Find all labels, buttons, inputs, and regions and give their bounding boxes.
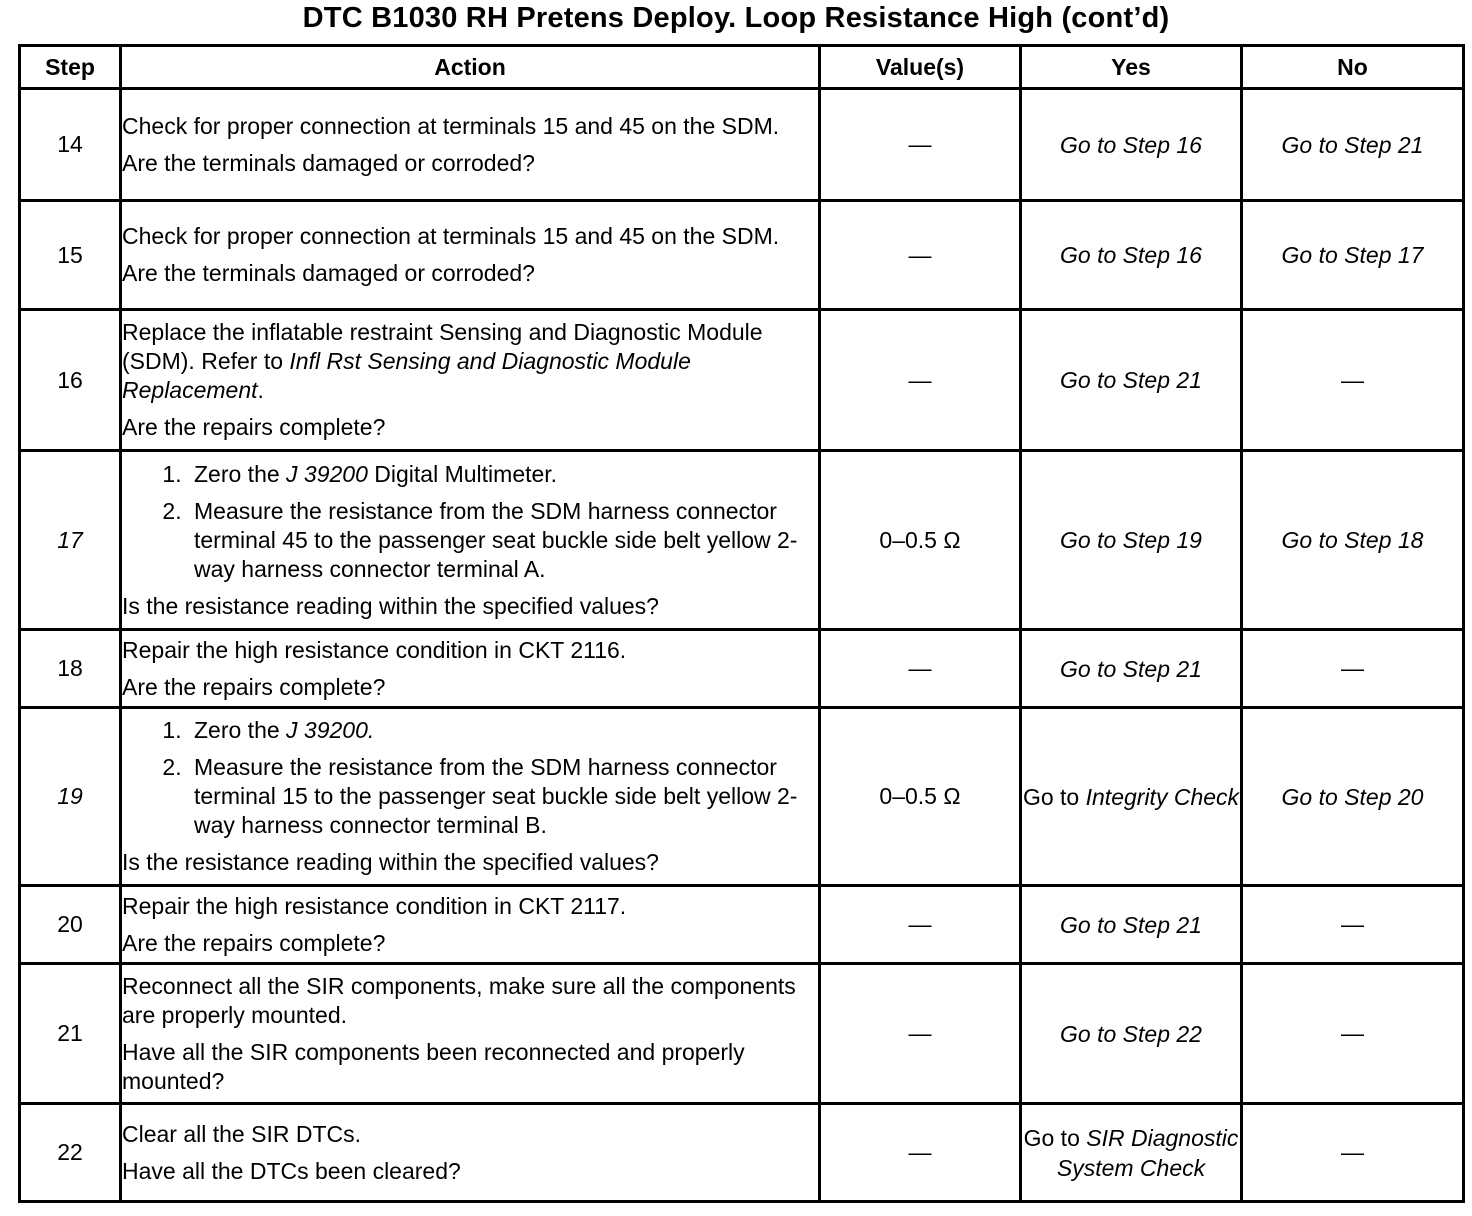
step-number: 14 (20, 89, 121, 201)
list-item (188, 716, 818, 745)
dash: — (908, 1139, 932, 1165)
step-number: 21 (20, 964, 121, 1104)
no-cell (1242, 310, 1464, 451)
no-cell (1242, 630, 1464, 708)
value-cell (820, 964, 1021, 1104)
header-yes: Yes (1021, 46, 1242, 89)
header-action: Action (121, 46, 820, 89)
action-question: Are the terminals damaged or corroded? (122, 260, 535, 286)
yes-link[interactable]: Go to Step 21 (1021, 630, 1242, 708)
value-cell (820, 310, 1021, 451)
action-text-part: . (257, 377, 264, 403)
step-list (122, 716, 818, 840)
yes-link[interactable] (1021, 1104, 1242, 1202)
action-text: Reconnect all the SIR components, make sure all the components are properly mounted. (122, 972, 796, 1028)
action-question: Are the repairs complete? (122, 414, 386, 440)
action-cell (121, 89, 820, 201)
no-link[interactable]: Go to Step 21 (1242, 89, 1464, 201)
tool-name: J 39200. (286, 717, 375, 743)
header-no: No (1242, 46, 1464, 89)
sir-diagnostic-check-link[interactable]: SIR Diagnostic System Check (1056, 1124, 1239, 1181)
table-row (20, 201, 1464, 310)
action-question: Is the resistance reading within the specified values? (122, 849, 659, 875)
action-cell (121, 886, 820, 964)
value-cell: 0–0.5 Ω (820, 708, 1021, 886)
dash: — (1341, 1139, 1364, 1165)
value-cell (820, 630, 1021, 708)
action-question: Are the repairs complete? (122, 929, 386, 956)
dash: — (908, 655, 932, 681)
reference-link[interactable]: Infl Rst Sensing and Diagnostic Module Replacement (122, 348, 691, 403)
no-link[interactable]: Go to Step 18 (1242, 451, 1464, 630)
no-cell (1242, 886, 1464, 964)
table-row (20, 451, 1464, 630)
no-cell (1242, 1104, 1464, 1202)
yes-link[interactable]: Go to Step 16 (1021, 89, 1242, 201)
step-number: 20 (20, 886, 121, 964)
action-cell (121, 1104, 820, 1202)
yes-link[interactable]: Go to Step 19 (1021, 451, 1242, 630)
dash: — (908, 911, 932, 937)
tool-name: J 39200 (286, 460, 368, 487)
dash: — (908, 131, 932, 157)
value-cell (820, 886, 1021, 964)
yes-link[interactable]: Go to Step 21 (1021, 886, 1242, 964)
action-cell (121, 451, 820, 630)
yes-prefix: Go to (1022, 783, 1086, 810)
table-row (20, 886, 1464, 964)
step-number: 16 (20, 310, 121, 451)
action-text: Check for proper connection at terminals 15 and 45 on the SDM. (122, 112, 780, 139)
table-row (20, 1104, 1464, 1202)
page-title: DTC B1030 RH Pretens Deploy. Loop Resistance High (cont’d) (302, 2, 1170, 34)
action-cell (121, 201, 820, 310)
no-cell (1242, 964, 1464, 1104)
table-row (20, 708, 1464, 886)
action-cell (121, 708, 820, 886)
step-number: 18 (20, 630, 121, 708)
step-number: 15 (20, 201, 121, 310)
step-number: 17 (20, 451, 121, 630)
table-row (20, 89, 1464, 201)
action-text: Clear all the SIR DTCs. (122, 1120, 362, 1147)
step-number: 19 (20, 708, 121, 886)
header-values: Value(s) (820, 46, 1021, 89)
yes-link[interactable]: Go to Step 21 (1021, 310, 1242, 451)
table-row (20, 310, 1464, 451)
action-text-part: Replace the inflatable restraint Sensing and Diagnostic Module (SDM). Refer to (122, 319, 763, 374)
dash: — (1341, 1020, 1364, 1046)
dash: — (1341, 911, 1364, 937)
value-cell (820, 201, 1021, 310)
dash: — (1341, 366, 1364, 393)
no-link[interactable]: Go to Step 20 (1242, 708, 1464, 886)
action-text: Repair the high resistance condition in CKT 2116. (122, 636, 627, 663)
yes-prefix: Go to (1023, 1124, 1087, 1151)
dash: — (1341, 655, 1364, 681)
no-link[interactable]: Go to Step 17 (1242, 201, 1464, 310)
list-item: 2. Measure the resistance from the SDM harness connector terminal 15 to the passenger seat buckle side belt yellow 2-way harness connector terminal B. (188, 753, 818, 840)
action-question: Have all the SIR components been reconnected and properly mounted? (122, 1038, 745, 1094)
step-number: 22 (20, 1104, 121, 1202)
integrity-check-link[interactable]: Integrity Check (1085, 783, 1240, 810)
yes-link[interactable]: Go to Step 22 (1021, 964, 1242, 1104)
yes-link[interactable]: Go to Step 16 (1021, 201, 1242, 310)
dash: — (908, 241, 932, 268)
action-cell (121, 310, 820, 451)
action-text: Repair the high resistance condition in CKT 2117. (122, 892, 627, 919)
action-question: Have all the DTCs been cleared? (122, 1157, 461, 1184)
dash: — (908, 1020, 932, 1046)
value-cell: 0–0.5 Ω (820, 451, 1021, 630)
yes-link[interactable] (1021, 708, 1242, 886)
value-cell (820, 1104, 1021, 1202)
list-item: 2. Measure the resistance from the SDM harness connector terminal 45 to the passenger seat buckle side belt yellow 2-way harness connector terminal A. (188, 497, 818, 584)
dash: — (908, 366, 932, 393)
action-text (122, 318, 818, 405)
value-cell (820, 89, 1021, 201)
list-item (188, 460, 818, 489)
header-row (20, 46, 1464, 89)
item-text: Zero the (194, 717, 287, 743)
item-text: Zero the (194, 460, 287, 487)
action-cell (121, 630, 820, 708)
action-question: Is the resistance reading within the specified values? (122, 592, 659, 619)
action-question: Are the terminals damaged or corroded? (122, 149, 535, 176)
action-cell (121, 964, 820, 1104)
action-text: Check for proper connection at terminals 15 and 45 on the SDM. (122, 223, 780, 249)
header-step: Step (20, 46, 121, 89)
diagnostic-table (18, 44, 1465, 1203)
step-list (122, 460, 818, 584)
table-row (20, 964, 1464, 1104)
item-text: Digital Multimeter. (367, 460, 558, 487)
action-question: Are the repairs complete? (122, 673, 386, 700)
table-row (20, 630, 1464, 708)
